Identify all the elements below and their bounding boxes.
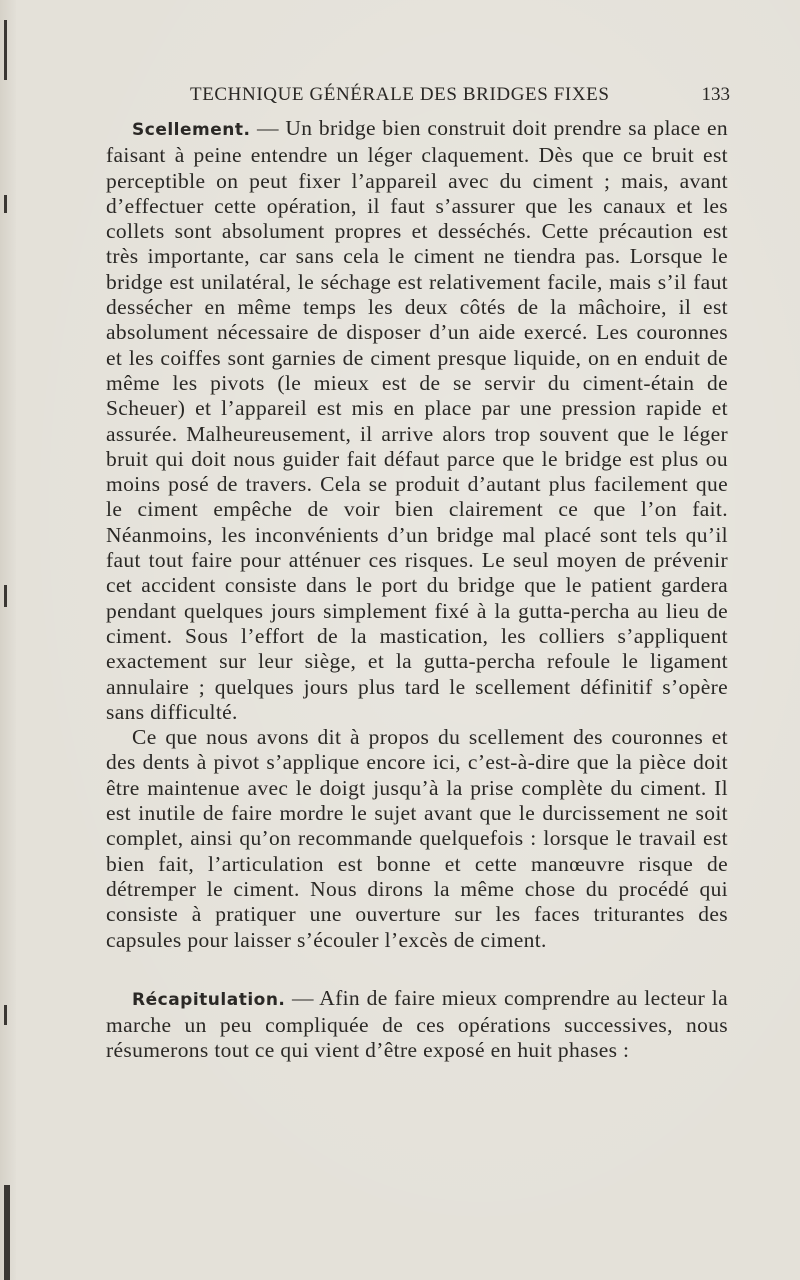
spine-shadow-mark	[4, 1185, 10, 1280]
page-spine-edge	[0, 0, 16, 1280]
paragraph-recapitulation	[106, 986, 728, 1064]
running-title: TECHNIQUE GÉNÉRALE DES BRIDGES FIXES	[190, 84, 610, 105]
paragraph-text: — Afin de faire mieux comprendre au lecteur la marche un peu compliquée de ces opérations successives, nous résumerons tout ce qui vient d’être exposé en huit phases :	[106, 985, 728, 1063]
spine-shadow-mark	[4, 20, 7, 80]
section-heading-scellement: Scellement.	[132, 120, 251, 140]
spine-shadow-mark	[4, 585, 7, 607]
spine-shadow-mark	[4, 1005, 7, 1025]
paragraph-scellement-suite: Ce que nous avons dit à propos du scellement des couronnes et des dents à pivot s’applique encore ici, c’est-à-dire que la pièce doit être maintenue avec le doigt jusqu’à la prise complète du ciment. Il est inutile de faire mordre le sujet avant que le durcissement ne soit complet, ainsi qu’on recommande quelquefois : lorsque le travail est bien fait, l’articulation est bonne et cette manœuvre risque de détremper le ciment. Nous dirons la même chose du procédé qui consiste à pratiquer une ouverture sur les faces triturantes des capsules pour laisser s’écouler l’excès de ciment.	[106, 725, 728, 952]
body-text	[106, 116, 728, 1064]
page-number: 133	[701, 84, 730, 105]
section-heading-recapitulation: Récapitulation.	[132, 989, 286, 1010]
paragraph-text: — Un bridge bien construit doit prendre sa place en faisant à peine entendre un léger claquement. Dès que ce bruit est perceptible on peut fixer l’appareil avec du ciment ; mais, avant d’effectuer cette opération, il faut s’assurer que les canaux et les collets sont absolument propres et desséchés. Cette précaution est très importante, car sans cela le ciment ne tiendra pas. Lorsque le bridge est unilatéral, le séchage est relativement facile, mais s’il faut dessécher en même temps les deux côtés de la mâchoire, il est absolument nécessaire de disposer d’un aide exercé. Les couronnes et les coiffes sont garnies de ciment presque liquide, on en enduit de même les pivots (le mieux est de se servir du ciment-étain de Scheuer) et l’appareil est mis en place par une pression rapide et assurée. Malheureusement, il arrive alors trop souvent que le léger bruit qui doit nous guider fait défaut parce que le bridge est plus ou moins posé de travers. Cela se produit d’autant plus facilement que le ciment empêche de voir bien clairement ce que l’on fait. Néanmoins, les inconvénients d’un bridge mal placé sont tels qu’il faut tout faire pour atténuer ces risques. Le seul moyen de prévenir cet accident consiste dans le port du bridge que le patient gardera pendant quelques jours simplement fixé à la gutta-percha au lieu de ciment. Sous l’effort de la mastication, les colliers s’appliquent exactement sur leur siège, et la gutta-percha refoule le ligament annulaire ; quelques jours plus tard le scellement définitif s’opère sans difficulté.	[106, 116, 728, 724]
paragraph-scellement	[106, 116, 728, 725]
spine-shadow-mark	[4, 195, 7, 213]
running-header	[190, 84, 730, 108]
